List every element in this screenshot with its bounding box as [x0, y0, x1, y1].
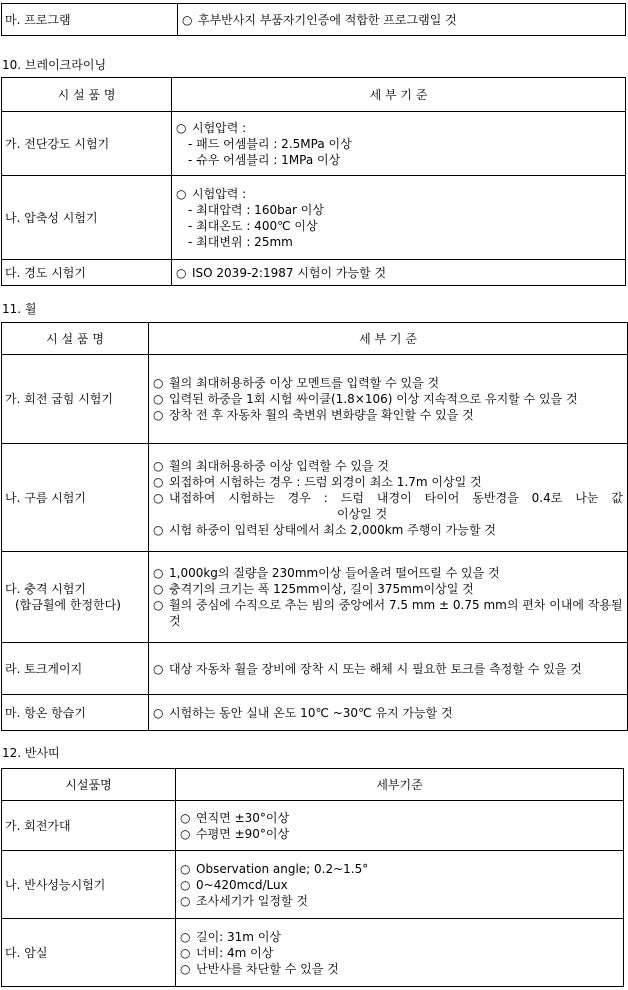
criteria-cell	[149, 643, 628, 695]
table-row	[2, 444, 628, 552]
bullet-icon: ○	[180, 961, 191, 976]
facility-name: 가. 전단강도 시험기	[2, 112, 172, 176]
bullet-icon: ○	[176, 120, 187, 135]
table-row	[2, 176, 626, 260]
bullet-icon: ○	[176, 186, 187, 201]
criteria-item-continuation: 이상일 것	[337, 506, 388, 521]
criteria-item: 시험하는 동안 실내 온도 10℃ ~30℃ 유지 가능할 것	[169, 705, 453, 720]
bullet-icon: ○	[180, 877, 191, 892]
section-title-brake-lining: 10. 브레이크라이닝	[2, 58, 107, 72]
criteria-item: 조사세기가 일정할 것	[196, 893, 308, 908]
criteria-cell	[149, 444, 628, 552]
criteria-item: 1,000kg의 질량을 230mm이상 들어올려 떨어뜨릴 수 있을 것	[169, 566, 500, 580]
facility-name: 다. 충격 시험기	[5, 582, 86, 596]
criteria-cell	[176, 919, 624, 987]
column-header-criteria: 세 부 기 준	[149, 323, 628, 355]
criteria-item: 휠의 최대허용하중 이상 입력할 수 있을 것	[169, 458, 389, 473]
bullet-icon: ○	[180, 929, 191, 944]
facility-name: 마. 프로그램	[2, 4, 178, 36]
criteria-cell	[172, 112, 626, 176]
bullet-icon: ○	[153, 392, 164, 406]
criteria-cell	[149, 695, 628, 731]
section-title-wheel: 11. 휠	[2, 302, 37, 316]
criteria-sub-item: - 슈우 어셈블리 : 1MPa 이상	[188, 152, 341, 167]
bullet-icon: ○	[153, 705, 164, 720]
criteria-item: 너비: 4m 이상	[196, 945, 274, 960]
bullet-icon: ○	[153, 490, 164, 505]
column-header-facility: 시 설 품 명	[2, 78, 172, 112]
reflective-tape-table	[1, 768, 624, 987]
criteria-item: 외접하여 시험하는 경우 : 드럼 외경이 최소 1.7m 이상일 것	[169, 474, 482, 489]
criteria-item: 대상 자동차 휠을 장비에 장착 시 또는 해체 시 필요한 토크를 측정할 수 있을 것	[169, 661, 582, 676]
table-row	[2, 919, 624, 987]
bullet-icon: ○	[153, 458, 164, 473]
criteria-item: 내접하여 시험하는 경우 : 드럼 내경이 타이어 동반경을 0.4로 나눈 값	[169, 490, 623, 505]
brake-lining-table	[1, 77, 626, 286]
facility-name: 가. 회전 굽힘 시험기	[2, 355, 149, 444]
table-row	[2, 4, 626, 36]
criteria-item: 시험압력 :	[192, 120, 247, 135]
table-row	[2, 851, 624, 919]
facility-name: 가. 회전가대	[2, 801, 176, 851]
bullet-icon: ○	[180, 810, 191, 825]
bullet-icon: ○	[153, 598, 164, 612]
bullet-icon: ○	[153, 376, 164, 390]
table-row	[2, 112, 626, 176]
table-row	[2, 801, 624, 851]
criteria-item: 수평면 ±90°이상	[196, 826, 290, 841]
criteria-cell	[176, 801, 624, 851]
column-header-criteria: 세 부 기 준	[172, 78, 626, 112]
bullet-icon: ○	[153, 566, 164, 580]
column-header-criteria: 세부기준	[176, 769, 624, 801]
facility-name: 라. 토크게이지	[2, 643, 149, 695]
bullet-icon: ○	[153, 582, 164, 596]
bullet-icon: ○	[153, 474, 164, 489]
bullet-icon: ○	[180, 826, 191, 841]
bullet-icon: ○	[182, 12, 193, 27]
column-header-facility: 시 설 품 명	[2, 323, 149, 355]
criteria-item: 휠의 최대허용하중 이상 모멘트를 입력할 수 있을 것	[169, 376, 440, 390]
criteria-cell	[178, 4, 626, 36]
facility-name: 마. 항온 항습기	[2, 695, 149, 731]
bullet-icon: ○	[176, 265, 187, 280]
table-header-row	[2, 323, 628, 355]
bullet-icon: ○	[180, 945, 191, 960]
criteria-item: 후부반사지 부품자기인증에 적합한 프로그램일 것	[198, 12, 457, 27]
column-header-facility: 시설품명	[2, 769, 176, 801]
criteria-cell	[149, 355, 628, 444]
criteria-cell	[172, 176, 626, 260]
wheel-table	[1, 322, 628, 731]
facility-name: 나. 압축성 시험기	[2, 176, 172, 260]
table-header-row	[2, 78, 626, 112]
criteria-sub-item: - 최대압력 : 160bar 이상	[188, 202, 324, 217]
criteria-item: 입력된 하중을 1회 시험 싸이클(1.8×106) 이상 지속적으로 유지할 수 있을 것	[169, 392, 578, 406]
table-row	[2, 643, 628, 695]
criteria-item: 난반사를 차단할 수 있을 것	[196, 961, 339, 976]
bullet-icon: ○	[153, 661, 164, 676]
table-row	[2, 355, 628, 444]
criteria-item: 길이: 31m 이상	[196, 929, 281, 944]
section-title-reflective-tape: 12. 반사띠	[2, 746, 60, 760]
criteria-cell	[149, 552, 628, 643]
criteria-item: 0~420mcd/Lux	[196, 877, 288, 892]
criteria-item: 시험압력 :	[192, 186, 247, 201]
criteria-item: 충격기의 크기는 폭 125mm이상, 길이 375mm이상일 것	[169, 582, 474, 596]
facility-name-note: (합금휠에 한정한다)	[15, 598, 121, 612]
criteria-sub-item: - 최대온도 : 400℃ 이상	[188, 218, 318, 233]
bullet-icon: ○	[180, 861, 191, 876]
table-row	[2, 260, 626, 286]
table-row	[2, 552, 628, 643]
facility-name: 나. 구름 시험기	[2, 444, 149, 552]
criteria-item: 휠의 중심에 수직으로 추는 빔의 중앙에서 7.5 mm ± 0.75 mm의 편차 이내에 작용될 것	[169, 598, 623, 628]
bullet-icon: ○	[153, 408, 164, 422]
criteria-item: 연직면 ±30°이상	[196, 810, 290, 825]
table-row	[2, 695, 628, 731]
facility-name-cell	[2, 552, 149, 643]
facility-name: 다. 경도 시험기	[2, 260, 172, 286]
criteria-cell	[176, 851, 624, 919]
table-header-row	[2, 769, 624, 801]
criteria-item: Observation angle; 0.2~1.5°	[196, 861, 369, 876]
criteria-sub-item: - 최대변위 : 25mm	[188, 234, 293, 249]
program-table	[1, 3, 626, 36]
criteria-item: ISO 2039-2:1987 시험이 가능할 것	[192, 265, 387, 280]
criteria-item: 장착 전 후 자동차 휠의 축변위 변화량을 확인할 수 있을 것	[169, 408, 474, 422]
facility-name: 나. 반사성능시험기	[2, 851, 176, 919]
criteria-cell	[172, 260, 626, 286]
criteria-sub-item: - 패드 어셈블리 : 2.5MPa 이상	[188, 136, 352, 151]
bullet-icon: ○	[180, 893, 191, 908]
bullet-icon: ○	[153, 522, 164, 537]
criteria-item: 시험 하중이 입력된 상태에서 최소 2,000km 주행이 가능할 것	[169, 522, 496, 537]
facility-name: 다. 암실	[2, 919, 176, 987]
